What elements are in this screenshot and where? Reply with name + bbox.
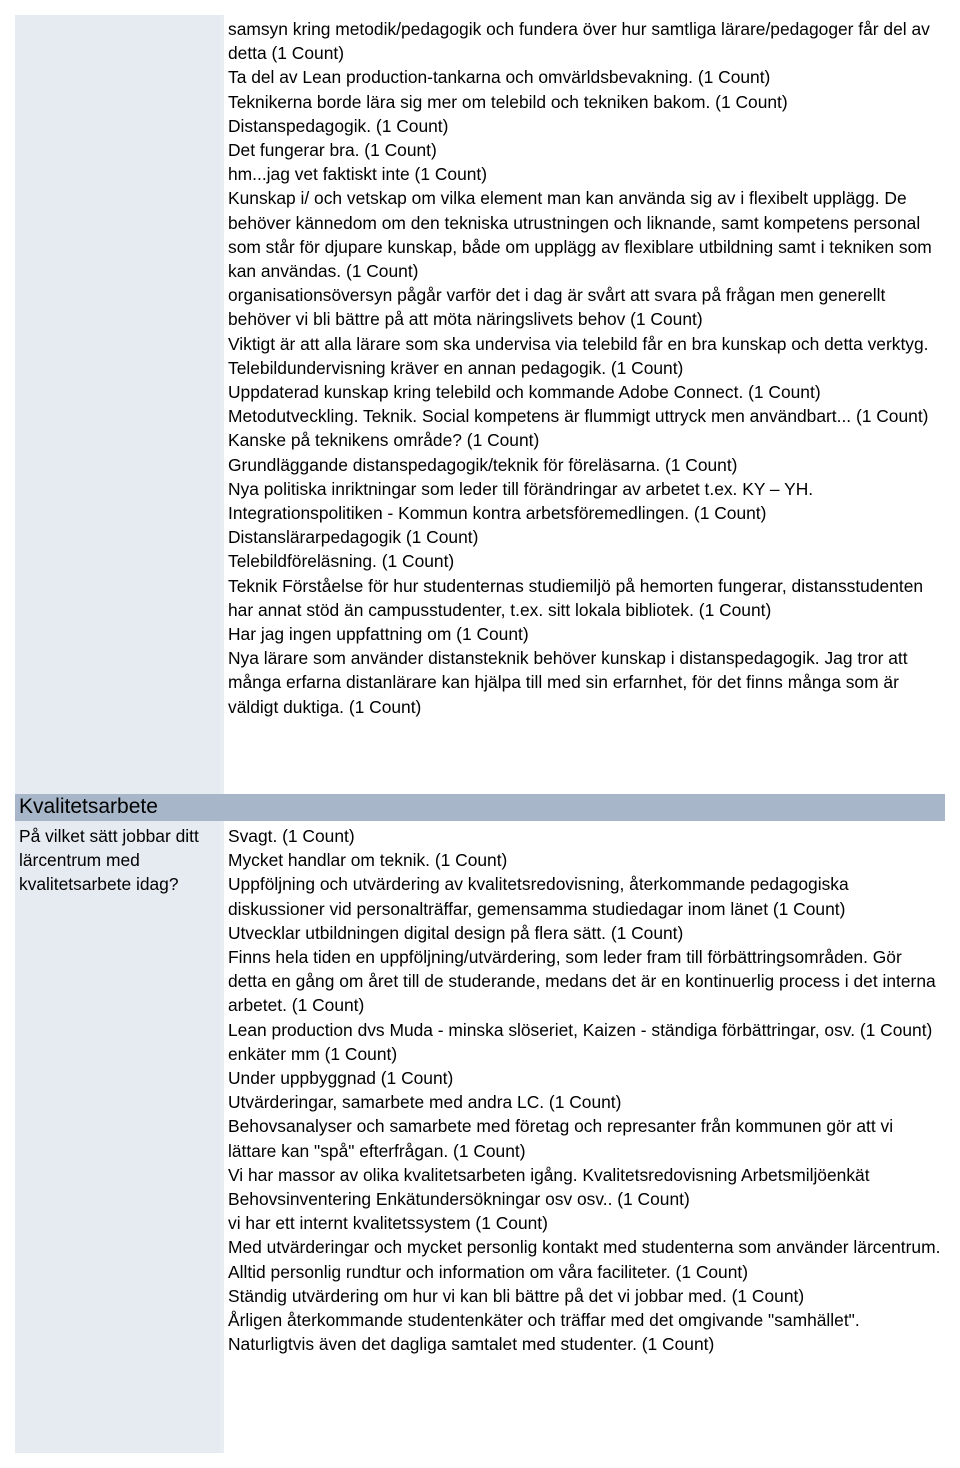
list-item: Teknik Förståelse för hur studenternas studiemiljö på hemorten fungerar, distansstudenten har annat stöd än campusstudenter, t.ex. sitt lokala bibliotek. (1 Count) [228, 575, 924, 620]
list-item: Kunskap i/ och vetskap om vilka element man kan använda sig av i flexibelt upplägg. De behöver kännedom om den tekniska utrustningen och liknande, samt kompetens personal som står för djupare kunskap, både om upplägg av flexiblare utbildning samt i tekniken som kan användas. (1 Count) [228, 188, 932, 282]
list-item: Årligen återkommande studentenkäter och träffar med det omgivande "samhället". Naturligtvis även det dagliga samtalet med studenter. (1 Count) [228, 1310, 860, 1355]
list-item: samsyn kring metodik/pedagogik och fundera över hur samtliga lärare/pedagoger får del av detta (1 Count) [228, 19, 930, 64]
list-item: enkäter mm (1 Count) [228, 1043, 398, 1064]
list-item: Svagt. (1 Count) [228, 826, 355, 846]
list-item: Lean production dvs Muda - minska slöseriet, Kaizen - ständiga förbättringar, osv. (1 Count) [228, 1019, 933, 1040]
list-item: Vi har massor av olika kvalitetsarbeten igång. Kvalitetsredovisning Arbetsmiljöenkät Behovsinventering Enkätundersökningar osv osv.. (1 Count) [228, 1164, 870, 1210]
list-item: Distanslärarpedagogik (1 Count) [228, 527, 479, 548]
list-item: Med utvärderingar och mycket personlig kontakt med studenterna som använder lärcentrum. Alltid personlig rundtur och information om våra faciliteter. (1 Count) [228, 1237, 941, 1282]
list-item: Det fungerar bra. (1 Count) [228, 140, 437, 161]
question-column [15, 15, 220, 1453]
list-item: Finns hela tiden en uppföljning/utvärdering, som leder fram till förbättringsområden. Gör detta en gång om året till de studerande, medans det är en kontinuerlig process i det interna arbetet. (1 Count) [228, 947, 936, 1016]
list-item: Mycket handlar om teknik. (1 Count) [228, 850, 508, 871]
list-item: organisationsöversyn pågår varför det i dag är svårt att svara på frågan men generellt behöver vi bli bättre på att möta näringslivets behov (1 Count) [228, 285, 886, 330]
list-item: Ständig utvärdering om hur vi kan bli bättre på det vi jobbar med. (1 Count) [228, 1285, 805, 1306]
list-item: Nya politiska inriktningar som leder till förändringar av arbetet t.ex. KY – YH. [228, 478, 814, 499]
list-item: Nya lärare som använder distansteknik behöver kunskap i distanspedagogik. Jag tror att många erfarna distanlärare kan hjälpa till med sin erfarnhet, för det finns många som är väldigt duktiga. (1 Count) [228, 648, 908, 717]
list-item: Viktigt är att alla lärare som ska undervisa via telebild får en bra kunskap och detta verktyg. Telebildundervisning kräver en annan pedagogik. (1 Count) [228, 333, 929, 378]
answer-list-previous [228, 17, 944, 719]
list-item: Uppföljning och utvärdering av kvalitetsredovisning, återkommande pedagogiska diskussioner vid personalträffar, gemensamma studiedagar inom länet (1 Count) [228, 874, 849, 919]
list-item: hm...jag vet faktiskt inte (1 Count) [228, 164, 488, 185]
section-title: Kvalitetsarbete [19, 795, 158, 818]
question-text: På vilket sätt jobbar ditt lärcentrum med kvalitetsarbete idag? [19, 826, 199, 895]
list-item: Grundläggande distanspedagogik/teknik för föreläsarna. (1 Count) [228, 454, 738, 475]
list-item: vi har ett internt kvalitetssystem (1 Count) [228, 1213, 548, 1234]
list-item: Distanspedagogik. (1 Count) [228, 115, 449, 136]
list-item: Ta del av Lean production-tankarna och omvärldsbevakning. (1 Count) [228, 67, 771, 88]
list-item: Har jag ingen uppfattning om (1 Count) [228, 624, 529, 645]
list-item: Integrationspolitiken - Kommun kontra arbetsföremedlingen. (1 Count) [228, 503, 767, 524]
list-item: Utvecklar utbildningen digital design på flera sätt. (1 Count) [228, 922, 684, 943]
list-item: Metodutveckling. Teknik. Social kompetens är flummigt uttryck men användbart... (1 Count) [228, 406, 929, 427]
answer-list [228, 824, 944, 1356]
list-item: Utvärderingar, samarbete med andra LC. (1 Count) [228, 1092, 622, 1113]
list-item: Behovsanalyser och samarbete med företag och represanter från kommunen gör att vi lättare kan "spå" efterfrågan. (1 Count) [228, 1116, 894, 1161]
list-item: Teknikerna borde lära sig mer om telebild och tekniken bakom. (1 Count) [228, 91, 788, 112]
list-item: Kanske på teknikens område? (1 Count) [228, 430, 540, 451]
list-item: Uppdaterad kunskap kring telebild och kommande Adobe Connect. (1 Count) [228, 382, 821, 403]
list-item: Telebildföreläsning. (1 Count) [228, 551, 455, 572]
list-item: Under uppbyggnad (1 Count) [228, 1068, 454, 1089]
